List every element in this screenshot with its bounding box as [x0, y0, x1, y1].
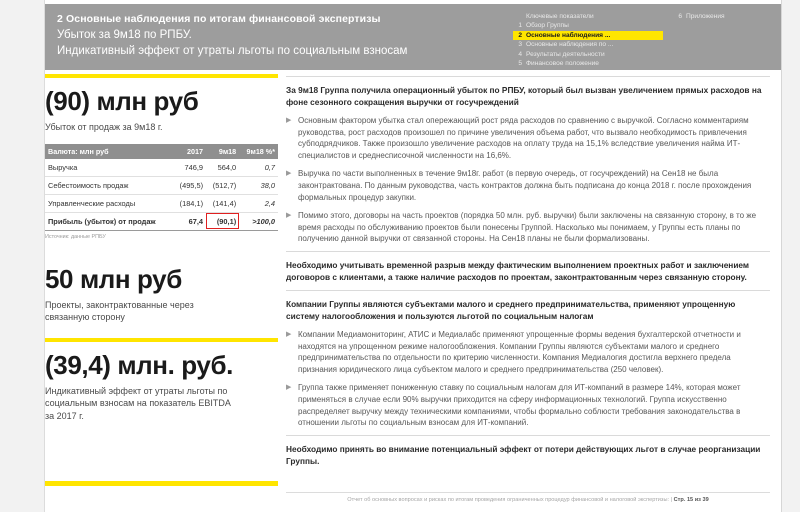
col-header-currency: Валюта: млн руб [45, 144, 173, 159]
list-item-text: Компании Медиамониторинг, АТИС и Медиалабс применяют упрощенные формы ведения бухгалтерской отчетности и находятся на упрощенном режиме налогообложения. Компании Группы являются субъектами малого и среднего предпринимательства по отдельности по критерию численности. Компания Медиалогия достигла верхнего предела признания юридического лица субъектом малого и среднего предпринимательства (250 человек). [298, 329, 741, 374]
table-header-row [45, 144, 278, 159]
nav-item-number: 2 [518, 31, 522, 39]
kpi-3-value: (39,4) млн. руб. [45, 349, 233, 380]
cell-9m18: 564,0 [206, 159, 239, 177]
table-head [45, 144, 278, 159]
slide-footer [286, 497, 770, 503]
table-row [45, 176, 278, 194]
header-title-group [57, 12, 477, 59]
list-item [286, 329, 770, 375]
nav-column-secondary [673, 12, 793, 21]
bullet-arrow-icon: ▶ [286, 170, 292, 178]
cell-2017: (184,1) [173, 194, 206, 212]
row-label: Прибыль (убыток) от продаж [45, 212, 173, 230]
nav-item-key-metrics[interactable] [513, 12, 663, 21]
nav-item-number: 5 [518, 59, 522, 67]
callout-2: Необходимо принять во внимание потенциальный эффект от потери действующих льгот в случае реорганизации Группы. [286, 443, 761, 467]
nav-item-group-overview[interactable] [513, 21, 663, 30]
list-item [286, 382, 770, 428]
cell-9m18-highlighted [206, 212, 239, 230]
slide-header [45, 4, 781, 70]
table-row [45, 194, 278, 212]
kpi-1-caption: Убыток от продаж за 9м18 г. [45, 122, 163, 132]
list-item [286, 115, 770, 161]
list-item [286, 210, 770, 245]
nav-item-label: Основные наблюдения ... [526, 31, 611, 39]
nav-item-results[interactable] [513, 50, 663, 59]
kpi-3-caption-line-1: Индикативный эффект от утраты льготы по [45, 385, 228, 396]
block-1-lede: За 9м18 Группа получила операционный убыток по РПБУ, который был вызван увеличением прямых расходов на фоне сезонного сокращения выручки от госучреждений [286, 85, 762, 107]
table-total-row [45, 212, 278, 230]
footer-page-number: Стр. 15 из 39 [673, 497, 709, 503]
list-item-text: Группа также применяет пониженную ставку по социальным налогам для ИТ-компаний в размере 14%, которая может применяться в случае если 90% выручки приходится на сферу информационных технологий. Группа искусственно распределяет выручку между техническими компаниями, чтобы формально соблюсти требования законодательства в отношении льготы по социальным взносам для ИТ-компаний. [298, 383, 741, 428]
list-item-text: Основным фактором убытка стал опережающий рост ряда расходов по сравнению с выручкой. Согласно комментариям руководства, рост расходов произошел по причине увеличения объема работ, что вызвало необходимость привлечения субподрядчиков. Также произошло увеличение расходов на оплату труда на 15,1% вследствие увеличения найма ИТ-специалистов и среднесписочной численности на 16,6%. [298, 116, 749, 160]
nav-item-number: 6 [678, 13, 682, 20]
nav-item-number: 4 [518, 50, 522, 58]
header-subtitle-2: Индикативный эффект от утраты льготы по социальным взносам [57, 45, 408, 57]
page-title [57, 12, 477, 27]
kpi-3-caption-line-2: социальным взносам на показатель EBITDA [45, 398, 231, 408]
cell-2017: 67,4 [173, 212, 206, 230]
financial-summary-table [45, 144, 278, 231]
left-gutter [0, 0, 45, 512]
nav-column-primary [513, 12, 663, 68]
footer-separator: | [670, 497, 673, 503]
accent-bar-top [45, 74, 278, 78]
divider [286, 251, 770, 252]
list-item [286, 168, 770, 203]
list-item-text: Помимо этого, договоры на часть проектов (порядка 50 млн. руб. выручки) были заключены на связанную сторону, в то же время расходы по обслуживанию проектов были понесены Группой. Насколько мы понимаем, у Группы есть планы по получению данной выручки от связанной стороны. На Сен18 планы не были формализованы. [298, 211, 757, 244]
cell-2017: 746,9 [173, 159, 206, 177]
kpi-2-caption-line-2: связанную сторону [45, 312, 125, 322]
cell-9m18-pct: >100,0 [239, 212, 278, 230]
divider [286, 290, 770, 291]
cell-9m18-pct: 38,0 [239, 176, 278, 194]
spacer [45, 240, 278, 256]
cell-9m18-pct: 0,7 [239, 159, 278, 177]
row-label: Управленческие расходы [45, 194, 173, 212]
nav-item-label: Обзор Группы [526, 22, 569, 30]
kpi-1-value: (90) млн руб [45, 86, 199, 116]
section-title: Основные наблюдения по итогам финансовой экспертизы [65, 13, 381, 25]
row-label: Выручка [45, 159, 173, 177]
list-item-text: Выручка по части выполненных в течение 9м18г. работ (в первую очередь, от госучреждений) на Сен18 не была законтрактована. По данным руководства, часть контрактов должна быть подписана до конца 2018 г. после прохождения формальных процедур закупки. [298, 169, 752, 202]
block-2-lede: Компании Группы являются субъектами малого и среднего предпринимательства, применяют упрощенную систему налогообложения и пользуются льготой по социальным налогам [286, 298, 736, 321]
table-row [45, 159, 278, 177]
cell-9m18: (141,4) [206, 194, 239, 212]
kpi-2-caption-line-1: Проекты, законтрактованные через [45, 299, 194, 310]
kpi-3-caption-line-3: за 2017 г. [45, 410, 84, 421]
bullet-arrow-icon: ▶ [286, 117, 292, 124]
nav-item-label: Результаты деятельности [526, 50, 605, 58]
divider [286, 435, 770, 436]
nav-item-number: 1 [518, 22, 522, 30]
footer-report-title: Отчет об основных вопросах и рисках по итогам проведения ограниченных процедур финансовой и налоговой экспертизы: [347, 497, 670, 503]
nav-item-appendices[interactable] [673, 12, 793, 21]
right-scroll-gutter[interactable] [781, 0, 800, 512]
highlighted-value: (90,1) [216, 216, 237, 226]
cell-2017: (495,5) [173, 176, 206, 194]
nav-item-label: Ключевые показатели [526, 13, 594, 20]
narrative-column [286, 76, 770, 468]
section-number: 2 [57, 13, 63, 25]
nav-item-number: 3 [518, 41, 522, 49]
row-label: Себестоимость продаж [45, 176, 173, 194]
nav-item-key-observations-active[interactable] [513, 31, 663, 40]
footer-divider [286, 492, 770, 493]
bullet-arrow-icon: ▶ [286, 384, 292, 392]
kpi-2-caption [45, 299, 278, 324]
col-header-9m18: 9м18 [206, 144, 239, 159]
accent-bar-middle [45, 338, 278, 342]
table-body [45, 159, 278, 231]
callout-1: Необходимо учитывать временной разрыв между фактическим выполнением проектных работ и заключением договоров с клиентами, а также наличие расходов по проектам, законтрактованным через связанную сторону. [286, 259, 750, 283]
bullet-arrow-icon: ▶ [286, 330, 292, 338]
nav-item-label: Приложения [686, 13, 725, 20]
kpi-2-value: 50 млн руб [45, 263, 182, 294]
col-header-2017: 2017 [173, 144, 206, 159]
kpi-column [45, 74, 278, 422]
cell-9m18: (512,7) [206, 176, 239, 194]
nav-item-label: Основные наблюдения по ... [526, 41, 614, 49]
header-subtitle-1: Убыток за 9м18 по РПБУ. [57, 29, 192, 41]
cell-9m18-pct: 2,4 [239, 194, 278, 212]
kpi-3-caption [45, 385, 278, 423]
nav-item-financial-position[interactable] [513, 59, 663, 68]
col-header-9m18-pct: 9м18 %* [239, 144, 278, 159]
accent-bar-bottom [45, 481, 278, 486]
bullet-arrow-icon: ▶ [286, 212, 292, 220]
nav-item-label: Финансовое положение [526, 59, 599, 67]
divider [286, 76, 770, 77]
table-source-note: Источник: данные РПБУ [45, 233, 106, 240]
nav-item-key-observations-2[interactable] [513, 40, 663, 49]
spacer [45, 324, 278, 338]
